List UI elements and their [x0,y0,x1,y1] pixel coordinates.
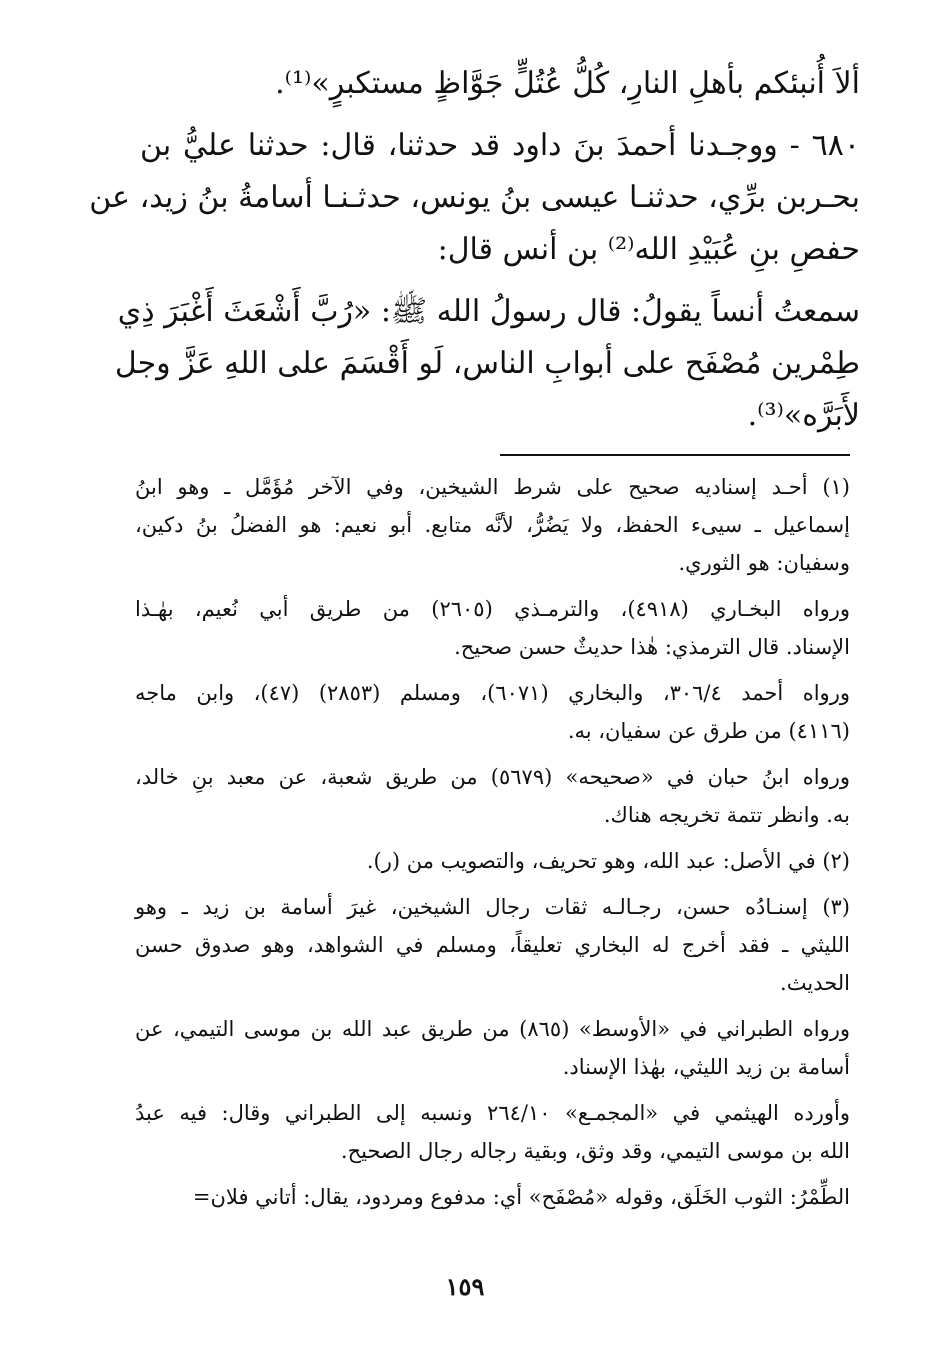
footnote-separator [500,454,850,456]
main-paragraph-line: ألاَ أُنبئكم بأهلِ النارِ، كُلُّ عُتُلٍّ جَوَّاظٍ مستكبرٍ»⁽¹⁾. [275,66,860,101]
footnote-paragraph-line: ورواه ابنُ حبان في «صحيحه» (٥٦٧٩) من طريق شعبة، عن معبد بنِ خالد، [135,765,850,789]
footnote-paragraph-line: به. وانظر تتمة تخريجه هناك. [603,803,850,827]
footnote-paragraph-line: ورواه أحمد ٣٠٦/٤، والبخاري (٦٠٧١)، ومسلم (٢٨٥٣) (٤٧)، وابن ماجه [135,681,850,705]
footnote-paragraph-line: الطِّمْرُ: الثوب الخَلَق، وقوله «مُصْفَح» أي: مدفوع ومردود، يقال: أتاني فلان= [192,1185,850,1209]
main-paragraph-line: لأَبَرَّه»⁽³⁾. [747,398,860,433]
paragraph-gap [135,1002,850,1010]
footnote-paragraph-line: وأورده الهيثمي في «المجمـع» ٢٦٤/١٠ ونسبه إلى الطبراني وقال: فيه عبدُ [135,1101,850,1125]
main-paragraph [114,286,860,442]
paragraph-gap [135,582,850,590]
footnote-paragraph [135,888,850,1002]
main-text [89,58,860,442]
footnote-paragraph [135,1178,850,1216]
footnote-paragraph [135,842,850,880]
footnote-paragraph [135,1010,850,1086]
main-paragraph-line: سمعتُ أنساً يقولُ: قال رسولُ الله ﷺ: «رُبَّ أَشْعَثَ أَغْبَرَ ذِي [117,294,860,329]
page-number: ١٥٩ [445,1272,485,1301]
paragraph-gap [140,276,860,286]
footnote-paragraph [135,674,850,750]
main-paragraph-line: ٦٨٠ - ووجـدنا أحمدَ بنَ داود قد حدثنا، قال: حدثنا عليُّ بن [140,128,860,163]
footnote-paragraph-line: الليثي ـ فقد أخرج له البخاري تعليقاً، ومسلم في الشواهد، وهو صدوق حسن [135,933,850,957]
footnote-paragraph-line: ورواه البخـاري (٤٩١٨)، والترمـذي (٢٦٠٥) من طريق أبي نُعيم، بهٰـذا [135,597,850,621]
paragraph-gap [135,666,850,674]
footnote-paragraph [135,468,850,582]
footnote-paragraph-line: الحديث. [780,971,850,995]
paragraph-gap [135,1170,850,1178]
footnote-paragraph-line: ورواه الطبراني في «الأوسط» (٨٦٥) من طريق عبد الله بن موسى التيمي، عن [135,1017,850,1041]
footnote-paragraph-line: إسماعيل ـ سيىء الحفظ، ولا يَضُرُّ، لأنَّه متابع. أبو نعيم: هو الفضلُ بنُ دكين، [135,513,850,537]
footnote-paragraph-line: أسامة بن زيد الليثي، بهٰذا الإسناد. [562,1055,850,1079]
footnote-paragraph-line: الله بن موسى التيمي، وقد وثق، وبقية رجاله رجال الصحيح. [340,1139,850,1163]
footnote-paragraph-line: (١) أحـد إسناديه صحيح على شرط الشيخين، وفي الآخر مُؤَمَّل ـ وهو ابنُ [135,475,850,499]
main-paragraph [89,120,860,276]
paragraph-gap [135,1086,850,1094]
footnote-paragraph-line: (٤١١٦) من طرق عن سفيان، به. [567,719,850,743]
paragraph-gap [135,880,850,888]
footnote-paragraph [135,1094,850,1170]
footnote-paragraph-line: وسفيان: هو الثوري. [678,551,850,575]
main-paragraph-line: طِمْرين مُصْفَح على أبوابِ الناس، لَو أَقْسَمَ على اللهِ عَزَّ وجل [114,346,860,381]
footnote-paragraph-line: (٢) في الأصل: عبد الله، وهو تحريف، والتصويب من (ر). [366,849,850,873]
paragraph-gap [135,834,850,842]
main-paragraph-line: حفصِ بنِ عُبَيْدِ الله⁽²⁾ بن أنس قال: [437,232,860,267]
footnote-paragraph-line: الإسناد. قال الترمذي: هٰذا حديثٌ حسن صحيح. [454,635,850,659]
paragraph-gap [135,750,850,758]
paragraph-gap [140,110,860,120]
footnote-paragraph-line: (٣) إسنـادُه حسن، رجـالـه ثقات رجال الشيخين، غيرَ أسامة بن زيد ـ وهو [135,895,850,919]
footnotes [135,468,850,1216]
main-paragraph-line: بحـربن برِّي، حدثنـا عيسى بنُ يونس، حدثـنـا أسامةُ بنُ زيد، عن [89,180,860,215]
main-paragraph [140,58,860,110]
footnote-paragraph [135,590,850,666]
footnote-paragraph [135,758,850,834]
